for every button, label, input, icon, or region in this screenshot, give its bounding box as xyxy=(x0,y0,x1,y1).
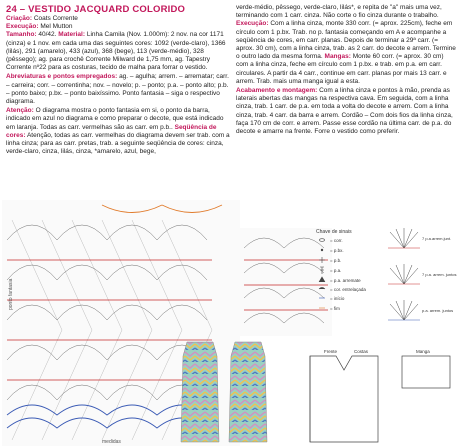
legend-item-1: = p.bx. xyxy=(330,248,344,253)
garment-schematics xyxy=(306,344,456,446)
sequence-cont-text: verde-médio, pêssego, verde-claro, lilás*, e repita de "a" mais uma vez, terminando com 1 carr. cinza. Não corte o fio cinza durante o trabalho. xyxy=(236,4,442,20)
creation-label: Criação: xyxy=(6,15,33,22)
sequence-text: Atenção, todas as carr. vermelhas do diagrama devem ser trab. com a linha cinza; para as carr. pretas, trab. a seguinte seqüência de cores: cinza, verde-claro, cinza, lilás, cinza, *amarelo, azul, bege, xyxy=(6,131,230,156)
sleeves-label: Mangas: xyxy=(324,53,351,61)
legend-item-3: = p.a. xyxy=(330,268,342,273)
credits xyxy=(6,15,231,31)
execution-text: Com a linha cinza, monte 330 corr. (= aprox. 225cm), feche em círculo com 1 p.bx. Trab. no p. fantasia começando em A e acompanhe a seqüência de cores, em carr. planas. Depois de terminar a 29ª carr. (= aprox. 30 cm), com a linha cinza, trab. as 2 carr. do decote e arrem. Termine o outro lado da mesma forma. xyxy=(236,20,456,61)
legend-title: Chave de sinais xyxy=(316,229,352,235)
schematic-sleeve xyxy=(402,356,450,388)
abbrev-paragraph xyxy=(6,73,231,106)
sleeves-text: Monte 60 corr. (= aprox. 30 cm) com a linha cinza, feche em círculo com 1 p.bx. e trab. em p.a. em carr. circulares. A partir da 4 carr., continue em carr. planas por mais 13 carr. e arrem. Trab. mais uma manga igual a esta. xyxy=(236,53,447,85)
execution-label: Execução: xyxy=(6,23,39,31)
schema-label-sleeve: Manga xyxy=(416,349,430,354)
left-column xyxy=(6,4,231,157)
fan-detail-diagrams xyxy=(384,226,458,342)
fan-label-1: 7 p.a.arrem.junt. xyxy=(422,236,452,241)
dress-back xyxy=(229,342,267,442)
schema-label-back: Costas xyxy=(354,349,369,354)
bottom-label: medidas xyxy=(102,439,121,445)
pattern-title: 24 – VESTIDO JACQUARD COLORIDO xyxy=(6,4,186,15)
legend-item-5: = cor. entrelaçada xyxy=(330,287,366,292)
attention-paragraph xyxy=(6,107,231,156)
material-text: Linha Camila (Nov. 1.000m): 2 nov. na cor 1171 (cinza) e 1 nov. em cada uma das seguintes cores: 1092 (verde-claro), 1366 (lilás), 291 (amarelo), 433 (azul), 368 (bege), 113 (verde-médio), 328 (pêssego); ag. para crochê Corrente Milward de 1,75 mm, ag. Tapestry Corrente nº22 para as costuras, tecido de malha para forrar o vestido. xyxy=(6,31,226,72)
abbrev-text: ag. – agulha; arrem. – arrematar; carr. – carreira; corr. – correntinha; nov. – novelo; p. – ponto; p.a. – ponto alto; p.b. – ponto baixo; p.bx. – ponto baixíssimo. Ponto fantasia – siga o respectivo diagrama. xyxy=(6,73,229,106)
fan-detail-3 xyxy=(388,300,420,320)
size-label: Tamanho: xyxy=(6,31,37,39)
legend-item-6: = início xyxy=(330,296,345,301)
abbrev-label: Abreviaturas e pontos empregados: xyxy=(6,73,118,81)
execution-label-body: Execução: xyxy=(236,20,269,28)
size-text: 40/42. xyxy=(38,31,57,39)
fan-detail-2 xyxy=(388,264,420,284)
fan-label-2: 7 p.a. arrem. juntos xyxy=(422,272,457,277)
side-label: ponto fantasia xyxy=(8,278,14,310)
sequence-label: Seqüência de cores: xyxy=(6,123,217,139)
execution-value: Mel Mutton xyxy=(40,23,73,31)
legend-item-0: = corr. xyxy=(330,238,343,243)
attention-text: O diagrama mostra o ponto fantasia em si, o ponto da barra, indicado em azul no diagrama e como preparar o decote, que está indicado em laranja. Todas as carr. vermelhas são as carr. em p.b.. xyxy=(6,107,224,131)
dress-front xyxy=(181,342,219,442)
finish-paragraph xyxy=(236,87,456,136)
finish-text: Com a linha cinza e pontos à mão, prenda as laterais abertas das mangas na respectiva cava. Em seguida, com a linha cinza, trab. 1 carr. de p.a. em toda a volta do decote e arrem. Com a linha cinza, trab. 4 carr. da barra e arrem. Cordão – Com dois fios da linha cinza, faça 170 cm de corr. e arrem. Passe esse cordão na última carr. de p.a. do decote e amarre na frente. Forre o vestido como preferir. xyxy=(236,87,453,136)
fan-label-3: p.a. arrem. juntos xyxy=(422,308,454,313)
schematic-front-back xyxy=(310,356,378,442)
legend-item-7: = fim xyxy=(330,306,340,311)
legend-item-4: = p.a. arremate xyxy=(330,278,361,283)
size-paragraph xyxy=(6,31,231,72)
schema-label-front: Frente xyxy=(324,349,338,354)
dress-illustrations xyxy=(175,338,305,446)
fan-detail-1 xyxy=(388,228,420,248)
creation-value: Coats Corrente xyxy=(33,15,78,22)
attention-label: Atenção: xyxy=(6,107,34,115)
finish-label: Acabamento e montagem: xyxy=(236,87,318,95)
legend-symbols xyxy=(319,239,325,308)
legend-item-2: = p.b. xyxy=(330,258,342,263)
sequence-cont-paragraph xyxy=(236,4,456,86)
material-label: Material: xyxy=(58,31,86,39)
right-column xyxy=(236,4,456,137)
symbol-key xyxy=(314,226,386,322)
